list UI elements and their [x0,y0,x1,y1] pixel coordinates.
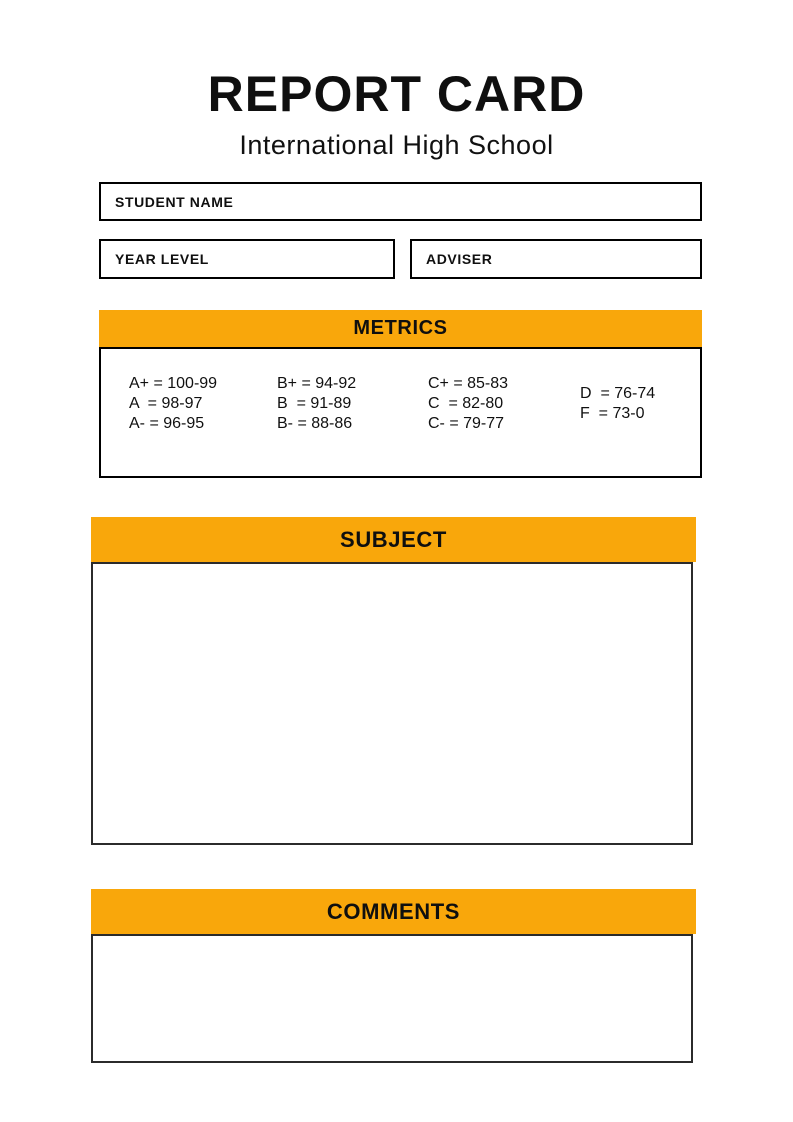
comments-header-bar [91,889,696,934]
comments-area[interactable] [91,934,693,1063]
subject-header-label: SUBJECT [340,526,447,552]
year-level-field[interactable] [99,239,395,279]
metric-line: F = 73-0 [580,405,645,422]
metrics-col-a [129,374,277,434]
metrics-header-label: METRICS [353,317,448,339]
adviser-label: ADVISER [426,251,493,267]
metric-line: C = 82-80 [428,395,504,412]
subject-area[interactable] [91,562,693,845]
subject-header-bar [91,517,696,562]
metrics-header-bar [99,310,702,347]
metric-line: B+ = 94-92 [277,375,357,392]
page-title: REPORT CARD [207,66,586,122]
metric-line: C+ = 85-83 [428,375,509,392]
metric-line: C- = 79-77 [428,415,505,432]
metrics-col-c [428,374,580,434]
page-subtitle: International High School [239,130,554,160]
student-name-field[interactable] [99,182,702,221]
metric-line: D = 76-74 [580,385,656,402]
metric-line: A- = 96-95 [129,415,205,432]
comments-header-label: COMMENTS [326,898,461,924]
metric-line: A = 98-97 [129,395,203,412]
student-name-label: STUDENT NAME [115,193,234,210]
metric-line: A+ = 100-99 [129,375,218,392]
adviser-field[interactable] [410,239,702,279]
year-level-label: YEAR LEVEL [115,251,209,267]
metric-line: B = 91-89 [277,395,352,412]
metrics-col-df [580,384,692,424]
metrics-table [99,347,702,478]
metrics-col-b [277,374,428,434]
metric-line: B- = 88-86 [277,415,353,432]
